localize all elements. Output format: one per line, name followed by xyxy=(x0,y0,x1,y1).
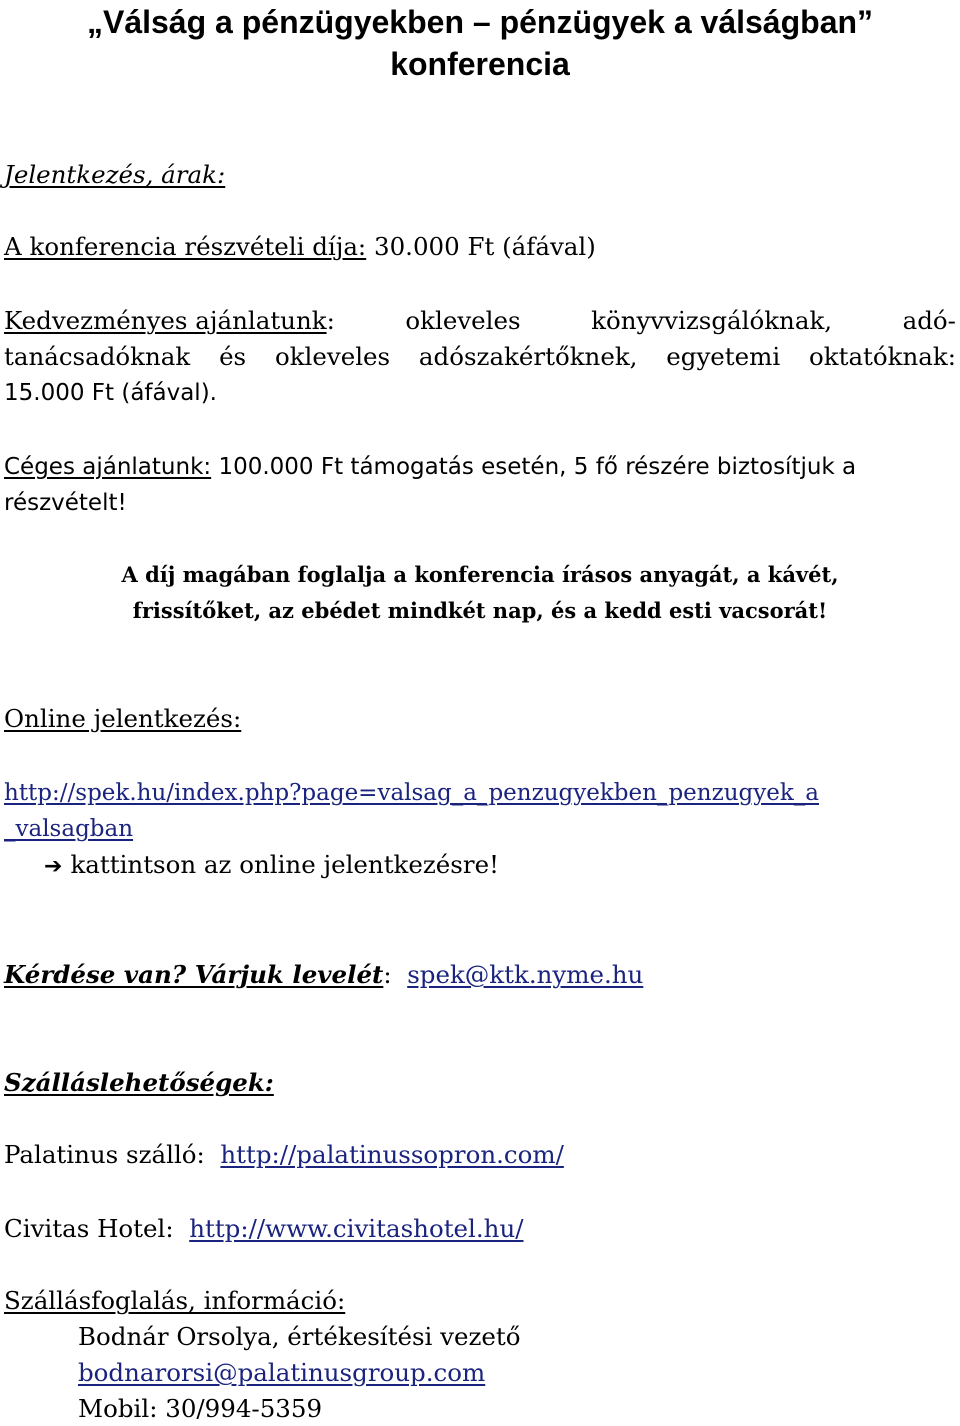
discount-word: okleveles xyxy=(274,342,391,371)
page-subtitle: konferencia xyxy=(390,46,570,82)
page-title: „Válság a pénzügyekben – pénzügyek a válságban” xyxy=(86,4,874,40)
questions-label: Kérdése van? Várjuk levelét xyxy=(4,960,384,989)
fee-line xyxy=(4,230,596,264)
discount-line-3: 15.000 Ft (áfával). xyxy=(4,380,217,406)
hotel-link[interactable]: http://palatinussopron.com/ xyxy=(220,1140,564,1169)
includes-line-2: frissítőket, az ebédet mindkét nap, és a kedd esti vacsorát! xyxy=(132,598,828,623)
online-label: Online jelentkezés: xyxy=(4,704,242,733)
arrow-right-icon: ➔ xyxy=(44,854,63,879)
booking-heading: Szállásfoglalás, információ: xyxy=(4,1286,346,1315)
registration-heading: Jelentkezés, árak: xyxy=(4,160,226,189)
accommodation-heading: Szálláslehetőségek: xyxy=(4,1068,274,1097)
questions-email-link[interactable]: spek@ktk.nyme.hu xyxy=(407,960,644,989)
online-cta-text: kattintson az online jelentkezésre! xyxy=(70,850,499,879)
hotel-row xyxy=(4,1138,564,1172)
discount-label: Kedvezményes ajánlatunk xyxy=(4,306,327,335)
online-registration-link[interactable]: http://spek.hu/index.php?page=valsag_a_penzugyekben_penzugyek_a xyxy=(4,780,820,806)
discount-word: adó- xyxy=(902,306,956,335)
online-url-line-1[interactable] xyxy=(4,776,819,810)
discount-word: könyvvizsgálóknak, xyxy=(591,306,833,335)
fee-label: A konferencia részvételi díja: xyxy=(4,232,367,261)
includes-line-1: A díj magában foglalja a konferencia írásos anyagát, a kávét, xyxy=(121,562,839,587)
corporate-label: Céges ajánlatunk: xyxy=(4,454,212,480)
online-cta xyxy=(44,848,499,884)
contact-email-link[interactable]: bodnarorsi@palatinusgroup.com xyxy=(78,1358,486,1387)
hotel-name: Civitas Hotel: xyxy=(4,1214,174,1243)
corporate-line-2: részvételt! xyxy=(4,490,127,516)
contact-name: Bodnár Orsolya, értékesítési vezető xyxy=(78,1322,521,1351)
fee-value: 30.000 Ft (áfával) xyxy=(366,232,596,261)
hotel-name: Palatinus szálló: xyxy=(4,1140,205,1169)
discount-word: okleveles xyxy=(405,306,521,335)
online-url-line-2[interactable] xyxy=(4,812,133,846)
corporate-text: 100.000 Ft támogatás esetén, 5 fő részére biztosítjuk a xyxy=(211,454,857,480)
hotel-link[interactable]: http://www.civitashotel.hu/ xyxy=(189,1214,524,1243)
discount-word: egyetemi xyxy=(666,342,781,371)
discount-word: és xyxy=(219,342,247,371)
discount-word: tanácsadóknak xyxy=(4,342,191,371)
contact-phone: Mobil: 30/994-5359 xyxy=(78,1394,323,1423)
discount-line-1 xyxy=(4,304,956,338)
discount-line-2 xyxy=(4,340,956,374)
online-registration-link-cont[interactable]: _valsagban xyxy=(4,816,134,842)
discount-word: adószakértőknek, xyxy=(418,342,638,371)
contact-email-row xyxy=(78,1356,485,1390)
hotel-row xyxy=(4,1212,523,1246)
discount-label-wrap: Kedvezményes ajánlatunk: xyxy=(4,306,335,335)
discount-word: oktatóknak: xyxy=(809,342,956,371)
corporate-line-1 xyxy=(4,450,856,484)
questions-line: Kérdése van? Várjuk levelét: spek@ktk.nyme.hu xyxy=(4,960,644,989)
